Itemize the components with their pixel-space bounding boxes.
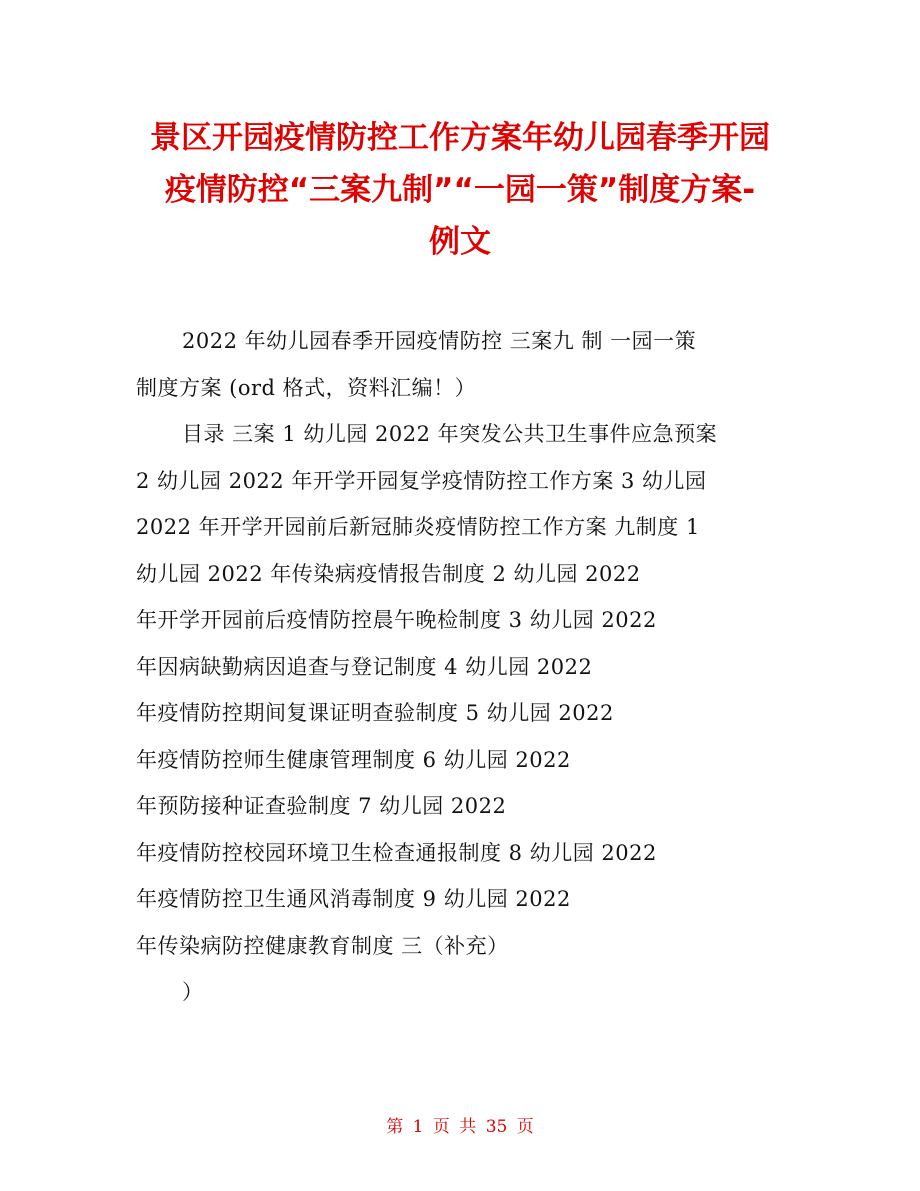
text-line: 年传染病防控健康教育制度 三（补充） [136,933,509,958]
text-line: 年疫情防控卫生通风消毒制度 9 幼儿园 2022 [136,887,571,911]
paragraph-closing [136,969,786,1016]
title-line-1: 景区开园疫情防控工作方案年幼儿园春季开园 [150,120,770,156]
text-line: 2022 年幼儿园春季开园疫情防控 三案九 制 一园一策 [182,329,697,353]
text-line: 年疫情防控师生健康管理制度 6 幼儿园 2022 [136,747,571,772]
document-title [120,112,800,268]
text-line: ） [182,980,204,1004]
text-line: 2022 年开学开园前后新冠肺炎疫情防控工作方案 九制度 1 [136,515,700,539]
text-line: 年开学开园前后疫情防控晨午晚检制度 3 幼儿园 2022 [136,608,657,632]
text-line: 幼儿园 2022 年传染病疫情报告制度 2 幼儿园 2022 [136,561,641,586]
text-line: 目录 三案 1 幼儿园 2022 年突发公共卫生事件应急预案 [182,422,718,446]
text-line: 年因病缺勤病因追查与登记制度 4 幼儿园 2022 [136,654,593,679]
document-body [136,318,786,1016]
title-line-2: 疫情防控“三案九制”“一园一策”制度方案- [164,172,756,208]
title-line-3: 例文 [429,224,491,260]
text-line: 年疫情防控校园环境卫生检查通报制度 8 幼儿园 2022 [136,840,657,865]
text-line: 制度方案 (ord 格式，资料汇编！） [136,375,477,400]
page-number-footer: 第 1 页 共 35 页 [386,1117,534,1137]
text-line: 年疫情防控期间复课证明查验制度 5 幼儿园 2022 [136,701,614,725]
paragraph-contents [136,411,786,969]
text-line: 年预防接种证查验制度 7 幼儿园 2022 [136,794,507,818]
text-line: 2 幼儿园 2022 年开学开园复学疫情防控工作方案 3 幼儿园 [136,468,707,493]
paragraph-intro [136,318,786,411]
